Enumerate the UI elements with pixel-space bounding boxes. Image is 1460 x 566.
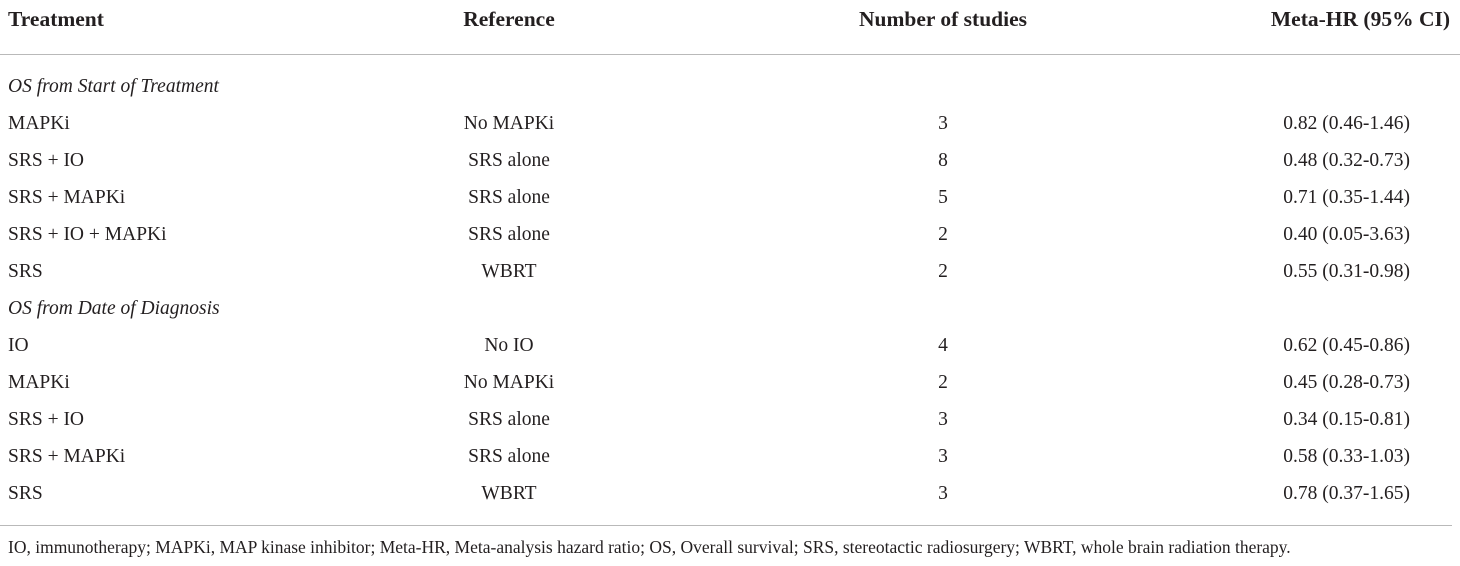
cell-treatment: SRS + IO [8,409,85,430]
table-row [0,401,1460,438]
table-row [0,142,1460,179]
footer-divider [0,525,1452,526]
cell-meta-hr: 0.82 (0.46-1.46) [1283,113,1410,134]
table-row [0,438,1460,475]
cell-reference: No MAPKi [463,372,555,393]
cell-studies: 3 [938,409,948,430]
cell-studies: 4 [938,335,948,356]
cell-treatment: MAPKi [8,113,70,134]
table-row [0,364,1460,401]
cell-meta-hr: 0.40 (0.05-3.63) [1283,224,1410,245]
table-row [0,216,1460,253]
cell-treatment: SRS [8,261,43,282]
table-row [0,105,1460,142]
table-header-row [0,0,1460,55]
table-row [0,179,1460,216]
section-title-row [0,290,1460,327]
table-row [0,327,1460,364]
cell-reference: SRS alone [468,187,550,208]
header-reference: Reference [463,7,555,31]
cell-treatment: SRS + IO [8,150,85,171]
cell-studies: 2 [938,224,948,245]
cell-reference: SRS alone [468,150,550,171]
cell-studies: 8 [938,150,948,171]
cell-meta-hr: 0.78 (0.37-1.65) [1283,483,1410,504]
table-row [0,475,1460,512]
cell-studies: 2 [938,261,948,282]
cell-meta-hr: 0.62 (0.45-0.86) [1283,335,1410,356]
cell-reference: SRS alone [468,224,550,245]
cell-studies: 5 [938,187,948,208]
cell-studies: 2 [938,372,948,393]
cell-treatment: SRS [8,483,43,504]
cell-treatment: IO [8,335,29,356]
cell-treatment: MAPKi [8,372,70,393]
cell-reference: WBRT [481,261,537,282]
section-title-row [0,68,1460,105]
cell-studies: 3 [938,113,948,134]
cell-reference: SRS alone [468,446,550,467]
cell-reference: WBRT [481,483,537,504]
cell-studies: 3 [938,446,948,467]
cell-studies: 3 [938,483,948,504]
cell-reference: No IO [484,335,534,356]
header-treatment: Treatment [8,7,104,31]
cell-reference: No MAPKi [463,113,555,134]
header-number-of-studies: Number of studies [858,7,1028,31]
cell-meta-hr: 0.58 (0.33-1.03) [1283,446,1410,467]
cell-treatment: SRS + IO + MAPKi [8,224,167,245]
cell-treatment: SRS + MAPKi [8,187,126,208]
header-meta-hr: Meta-HR (95% CI) [1270,7,1450,31]
table-body [0,55,1460,512]
cell-meta-hr: 0.48 (0.32-0.73) [1283,150,1410,171]
section-title: OS from Date of Diagnosis [8,298,220,319]
cell-reference: SRS alone [468,409,550,430]
cell-treatment: SRS + MAPKi [8,446,126,467]
cell-meta-hr: 0.71 (0.35-1.44) [1283,187,1410,208]
table-row [0,253,1460,290]
cell-meta-hr: 0.45 (0.28-0.73) [1283,372,1410,393]
section-title: OS from Start of Treatment [8,76,219,97]
cell-meta-hr: 0.34 (0.15-0.81) [1283,409,1410,430]
cell-meta-hr: 0.55 (0.31-0.98) [1283,261,1410,282]
table-footnote: IO, immunotherapy; MAPKi, MAP kinase inhibitor; Meta-HR, Meta-analysis hazard ratio; OS, Overall survival; SRS, stereotactic radiosurgery; WBRT, whole brain radiation therapy. [8,537,1291,557]
